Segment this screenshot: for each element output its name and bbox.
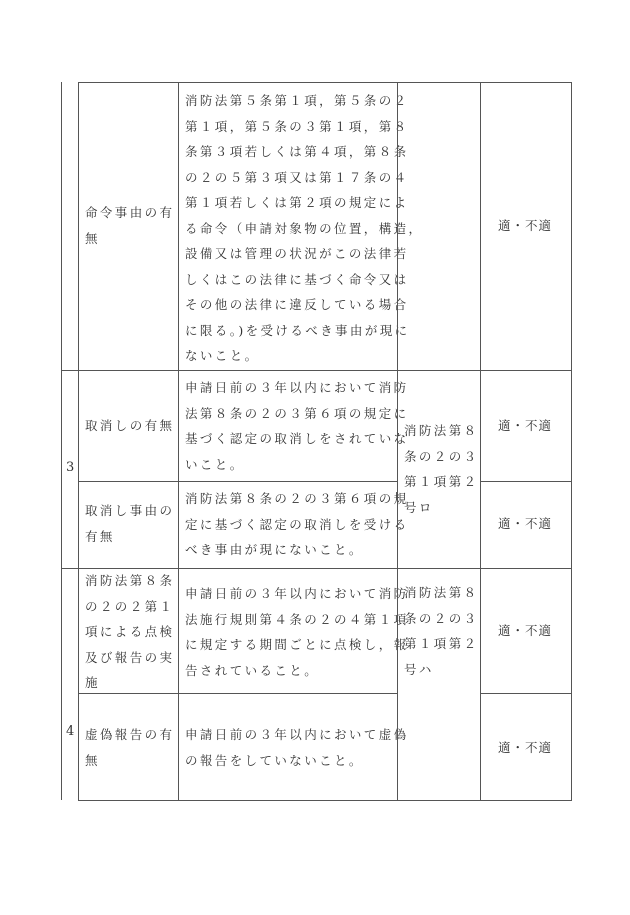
item-text: 命令事由の有 無 xyxy=(85,205,175,246)
description-text: 消防法第８条の２の３第６項の規 定に基づく認定の取消しを受ける べき事由が現にないこと。 xyxy=(185,491,409,557)
item-text: 虚偽報告の有 無 xyxy=(85,727,175,768)
result-text: 適・不適 xyxy=(498,418,553,433)
law-cell xyxy=(397,82,481,371)
result-text: 適・不適 xyxy=(498,740,553,755)
group-number: 3 xyxy=(66,460,75,475)
description-text: 申請日前の３年以内において消防 法施行規則第４条の２の４第１項 に規定する期間ごとに点検し，報 告されていること。 xyxy=(185,586,409,678)
item-text: 取消し事由の 有無 xyxy=(85,503,175,544)
law-text: 消防法第８ 条の２の３ 第１項第２ 号ハ xyxy=(404,585,479,677)
result-text: 適・不適 xyxy=(498,623,553,638)
result-text: 適・不適 xyxy=(498,516,553,531)
description-text: 申請日前の３年以内において虚偽 の報告をしていないこと。 xyxy=(185,727,409,768)
description-text: 消防法第５条第１項，第５条の２ 第１項，第５条の３第１項，第８ 条第３項若しくは第４項，第８条 の２の５第３項又は第１７条の４ 第１項若しくは第２項の規定によ る命令（申請対象物の位置，構造， 設備又は管理の状況がこの法律若 しくはこの法律に基づく命令又は その他の法律に違反している場合 に限る。)を受けるべき事由が現に ないこと。 xyxy=(185,93,424,363)
group-number-cell xyxy=(61,568,79,800)
law-text: 消防法第８ 条の２の３ 第１項第２ 号ロ xyxy=(404,423,479,515)
description-text: 申請日前の３年以内において消防 法第８条の２の３第６項の規定に 基づく認定の取消しをされていな いこと。 xyxy=(185,380,409,472)
group-number: 4 xyxy=(66,724,75,739)
item-text: 消防法第８条 の２の２第１ 項による点検 及び報告の実 施 xyxy=(85,573,175,690)
item-text: 取消しの有無 xyxy=(85,418,175,433)
result-text: 適・不適 xyxy=(498,218,553,233)
